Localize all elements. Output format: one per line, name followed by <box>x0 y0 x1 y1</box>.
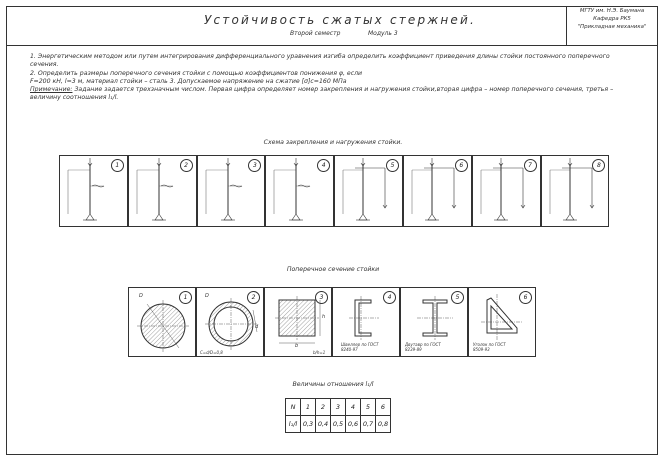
caption-s4: Швеллер по ГОСТ 8240-97 <box>341 342 379 352</box>
ratio-value-1: 0,3 <box>301 416 316 433</box>
ratio-n-1: 1 <box>301 399 316 416</box>
semester-label: Второй семестр <box>290 30 341 37</box>
scheme-panel-4 <box>265 155 334 227</box>
schemes-title: Схема закрепления и нагружения стойки. <box>263 139 403 146</box>
scheme-panel-1 <box>59 155 128 227</box>
task-note <box>30 86 630 103</box>
page-title: Устойчивость сжатых стержней. <box>203 13 476 27</box>
ratio-n-4: 4 <box>346 399 361 416</box>
scheme-number-4: 4 <box>317 159 330 172</box>
section-number-6: 6 <box>519 291 532 304</box>
org-line-1: МГТУ им. Н.Э. Баумана <box>579 8 645 14</box>
section-panel-1 <box>128 287 196 357</box>
section-number-3: 3 <box>315 291 328 304</box>
scheme-panel-5 <box>334 155 403 227</box>
scheme-panel-8 <box>541 155 610 227</box>
task-text <box>30 53 630 103</box>
caption-s3: b/h=1 <box>313 350 326 355</box>
task-line-2: 2. Определить размеры поперечного сечения стойки с помощью коэффициентов понижения φ, если <box>30 69 363 77</box>
task-line-3: F=200 кН, l=3 м, материал стойки – сталь 3. Допускаемое напряжение на сжатие [σ]c=160 МПа <box>30 77 347 85</box>
note-text: Задание задается трехзначным числом. Первая цифра определяет номер закрепления и нагружения стойки,вторая цифра – номер поперечного сечения, третья – величину соотношения l₁/l. <box>30 86 614 102</box>
ratios-title: Величины отношения l₁/l <box>292 381 374 388</box>
section-panel-3 <box>264 287 332 357</box>
label-d2: d <box>255 324 259 330</box>
ratio-value-2: 0,4 <box>316 416 331 433</box>
section-number-2: 2 <box>247 291 260 304</box>
note-label: Примечание: <box>30 86 73 94</box>
scheme-number-8: 8 <box>592 159 605 172</box>
label-h3: h <box>322 314 326 320</box>
header-divider <box>6 45 658 46</box>
label-D2: D <box>205 293 209 299</box>
scheme-number-2: 2 <box>180 159 193 172</box>
ratio-n-5: 5 <box>361 399 376 416</box>
section-number-4: 4 <box>383 291 396 304</box>
label-D1: D <box>139 293 143 299</box>
scheme-number-5: 5 <box>386 159 399 172</box>
ratio-value-6: 0,8 <box>376 416 391 433</box>
org-line-3: "Прикладная механика" <box>577 24 647 30</box>
sections-title: Поперечное сечение стойки <box>286 266 380 273</box>
section-panel-5 <box>400 287 468 357</box>
section-number-1: 1 <box>179 291 192 304</box>
scheme-number-7: 7 <box>524 159 537 172</box>
scheme-panel-2 <box>128 155 197 227</box>
scheme-number-1: 1 <box>111 159 124 172</box>
scheme-panel-3 <box>197 155 266 227</box>
ratios-table <box>285 398 391 433</box>
ratios-row-label: l₁/l <box>286 416 301 433</box>
ratios-header-row <box>286 399 391 416</box>
scheme-number-6: 6 <box>455 159 468 172</box>
ratio-value-5: 0,7 <box>361 416 376 433</box>
caption-s2: C=d/D=0,8 <box>200 350 223 355</box>
ratio-n-2: 2 <box>316 399 331 416</box>
label-b3: b <box>295 343 299 349</box>
ratio-n-6: 6 <box>376 399 391 416</box>
task-line-1: 1. Энергетическим методом или путем интегрирования дифференциального уравнения изгиба определить коэффициент приведения длины стойки постоянного поперечного сечения. <box>30 53 610 69</box>
ratios-value-row <box>286 416 391 433</box>
scheme-number-3: 3 <box>248 159 261 172</box>
module-label: Модуль 3 <box>368 30 398 37</box>
caption-s5: Двутавр по ГОСТ 8239-89 <box>405 342 441 352</box>
org-line-2: Кафедра РК5 <box>593 16 631 22</box>
ratio-value-4: 0,6 <box>346 416 361 433</box>
section-number-5: 5 <box>451 291 464 304</box>
ratio-value-3: 0,5 <box>331 416 346 433</box>
caption-s6: Уголок по ГОСТ 8509-93 <box>473 342 506 352</box>
section-panel-6 <box>468 287 536 357</box>
scheme-panel-6 <box>403 155 472 227</box>
section-panel-4 <box>332 287 400 357</box>
scheme-panel-7 <box>472 155 541 227</box>
ratios-header-label: N <box>286 399 301 416</box>
ratio-n-3: 3 <box>331 399 346 416</box>
header-corner-divider <box>566 6 567 45</box>
section-panel-2 <box>196 287 264 357</box>
